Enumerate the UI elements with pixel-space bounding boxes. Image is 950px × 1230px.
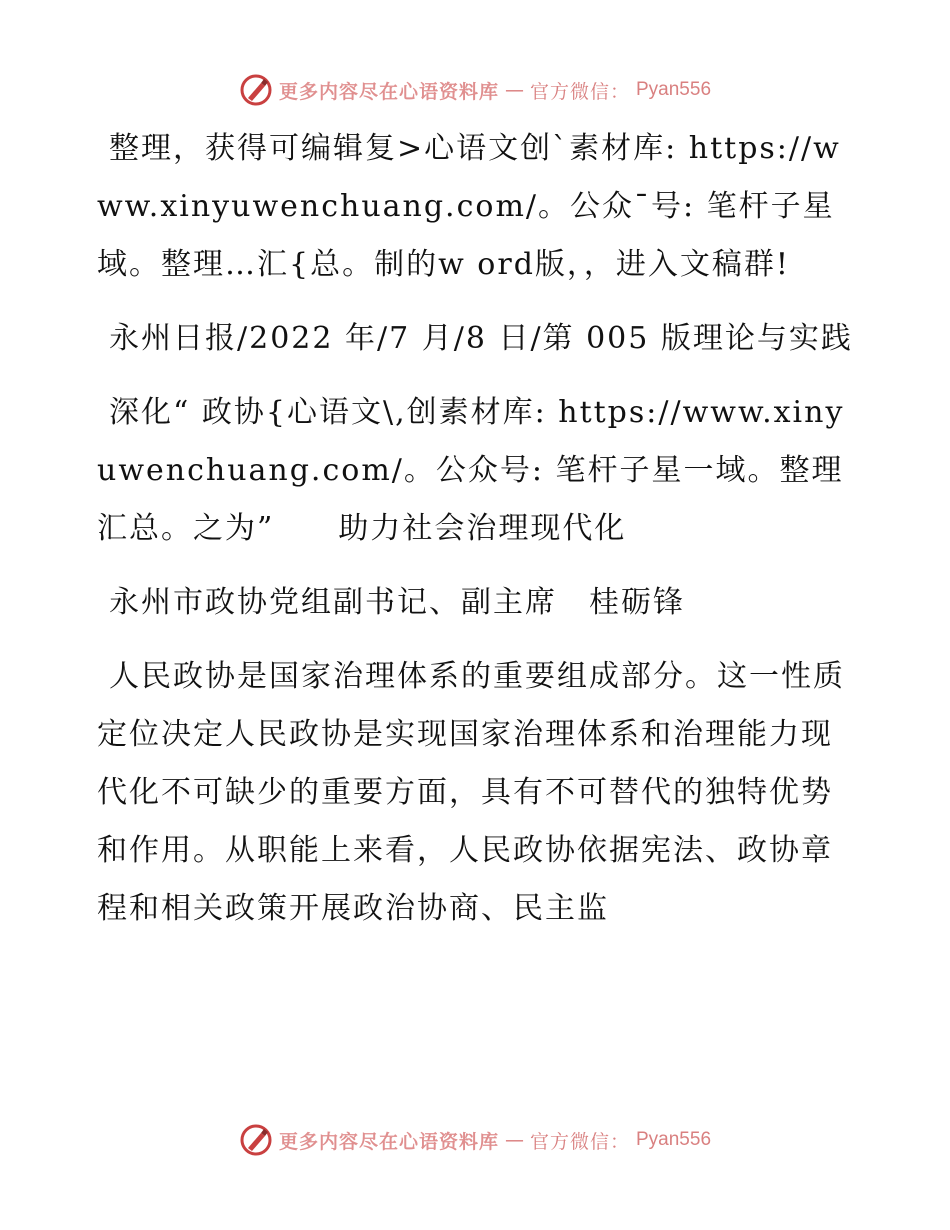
banner-wechat-id: Pyan556: [636, 1129, 712, 1150]
banner-wechat-label: 官方微信：: [529, 1130, 630, 1153]
banner-tagline: 更多内容尽在心语资料库: [278, 1130, 499, 1153]
pen-logo-icon: [239, 73, 273, 107]
banner-dash: —: [504, 1129, 524, 1151]
body-paragraph: 人民政协是国家治理体系的重要组成部分。这一性质定位决定人民政协是实现国家治理体系和治理能力现代化不可缺少的重要方面，具有不可替代的独特优势和作用。从职能上来看，人民政协依据宪法、政协章程和相关政策开展政治协商、民主监: [97, 659, 845, 926]
banner-tagline: 更多内容尽在心语资料库: [278, 80, 499, 103]
banner-dash: —: [504, 79, 524, 101]
banner-wechat-label: 官方微信：: [529, 80, 630, 103]
source-line: 永州日报/2022 年/7 月/8 日/第 005 版理论与实践: [109, 321, 853, 356]
footer-banner: [0, 1120, 950, 1160]
document-body: [97, 120, 857, 954]
article-title: 深化“ 政协{心语文\,创素材库: https://www.xinyuwenchuang.com/。公众号: 笔杆子星一域。整理汇总。之为” 助力社会治理现代化: [97, 395, 845, 546]
pen-logo-icon: [239, 1123, 273, 1157]
banner-wechat-id: Pyan556: [636, 79, 712, 100]
header-banner: [0, 70, 950, 110]
intro-paragraph: 整理，获得可编辑复>心语文创`素材库: https://www.xinyuwenchuang.com/。公众¯号: 笔杆子星域。整理…汇{总。制的w ord版，，进入文稿群!: [97, 131, 841, 282]
author-line: 永州市政协党组副书记、副主席 桂砺锋: [109, 585, 685, 620]
